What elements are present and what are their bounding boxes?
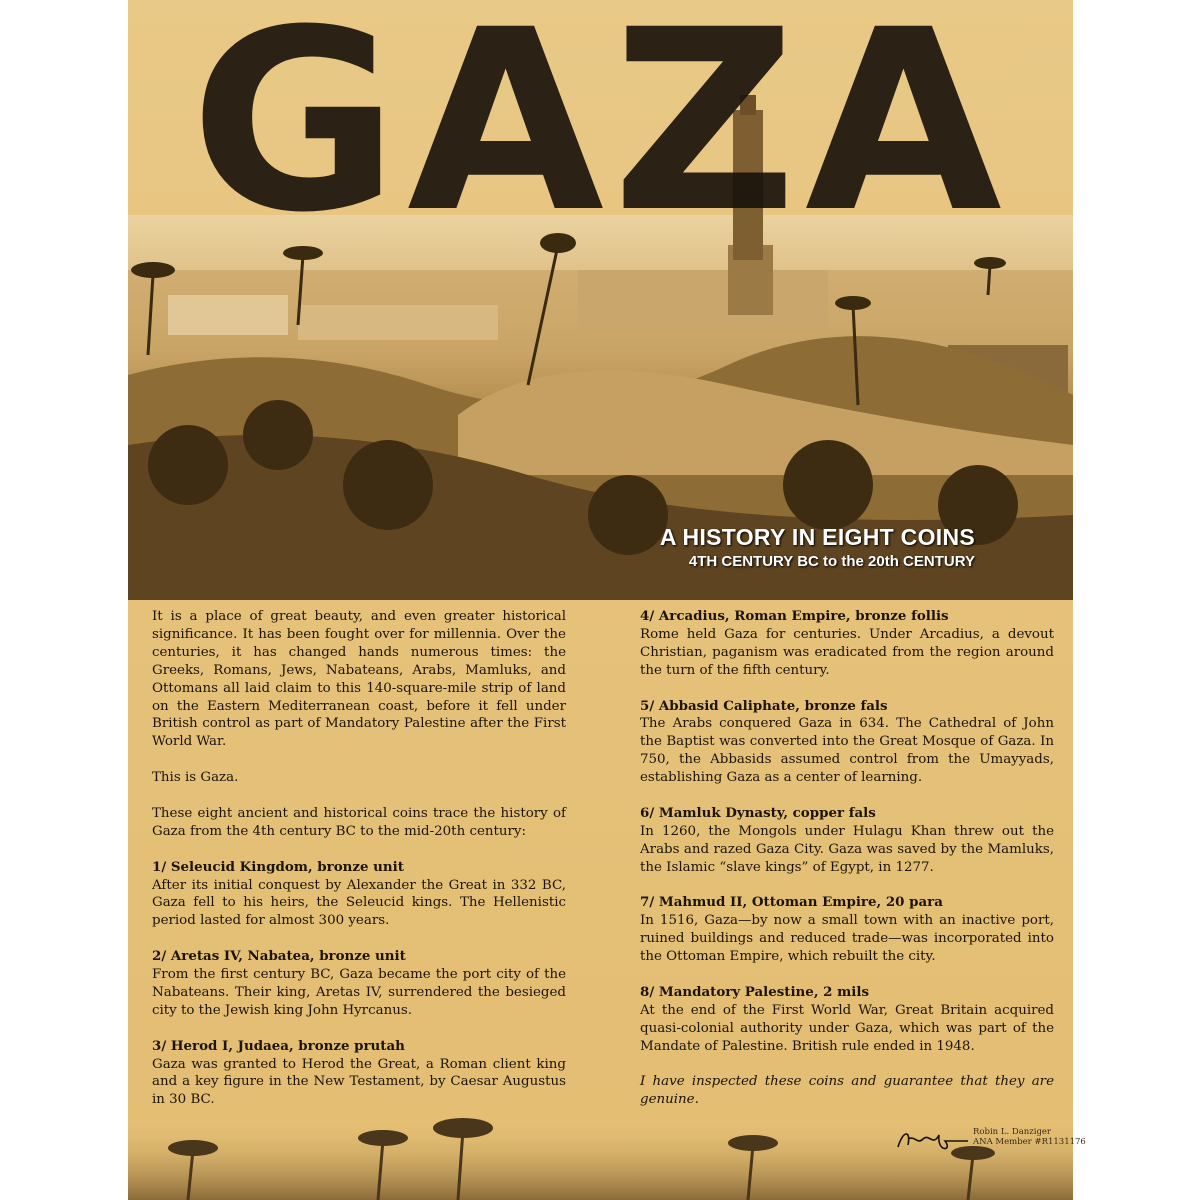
signer-name: Robin L. Danziger <box>973 1127 1051 1137</box>
coin-section <box>640 894 1054 966</box>
coin-text: In 1260, the Mongols under Hulagu Khan threw out the Arabs and razed Gaza City. Gaza was saved by the Mamluks, the Islamic “slave kings” of Egypt, in 1277. <box>640 823 1054 875</box>
intro-paragraph: These eight ancient and historical coins trace the history of Gaza from the 4th century BC to the mid-20th century: <box>152 805 566 839</box>
intro-paragraph: This is Gaza. <box>152 770 239 786</box>
left-column <box>152 608 566 1127</box>
coin-text: At the end of the First World War, Great Britain acquired quasi-colonial authority under Gaza, which was part of the Mandate of Palestine. British rule ended in 1948. <box>640 1002 1054 1054</box>
coin-heading: 3/ Herod I, Judaea, bronze prutah <box>152 1037 405 1054</box>
coin-heading: 5/ Abbasid Caliphate, bronze fals <box>640 697 888 714</box>
coin-section <box>640 805 1054 877</box>
coin-section <box>152 948 566 1020</box>
signer-member-number: ANA Member #R1131176 <box>973 1137 1086 1147</box>
intro-paragraph: It is a place of great beauty, and even greater historical significance. It has been fought over for millennia. Over the centuries, it has changed hands numerous times: the Greeks, Romans, Jews, Nabateans, Arabs, Mamluks, and Ottomans all laid claim to this 140-square-mile strip of land on the Eastern Mediterranean coast, before it fell under British control as part of Mandatory Palestine after the First World War. <box>152 609 566 750</box>
subtitle-range: 4TH CENTURY BC to the 20th CENTURY <box>688 553 975 570</box>
coin-heading: 1/ Seleucid Kingdom, bronze unit <box>152 858 404 875</box>
right-column <box>640 608 1054 1127</box>
coin-text: Rome held Gaza for centuries. Under Arcadius, a devout Christian, paganism was eradicated from the region around the turn of the fifth century. <box>640 626 1054 678</box>
guarantee-statement: I have inspected these coins and guarantee that they are genuine. <box>640 1074 1054 1108</box>
coin-text: The Arabs conquered Gaza in 634. The Cathedral of John the Baptist was converted into the Great Mosque of Gaza. In 750, the Abbasids assumed control from the Umayyads, establishing Gaza as a center of learning. <box>640 716 1054 786</box>
coin-text: After its initial conquest by Alexander the Great in 332 BC, Gaza fell to his heirs, the Seleucid kings. The Hellenistic period lasted for almost 300 years. <box>152 877 566 929</box>
coin-heading: 8/ Mandatory Palestine, 2 mils <box>640 983 870 1000</box>
coin-section <box>640 608 1054 680</box>
subtitle: A HISTORY IN EIGHT COINS <box>659 524 975 550</box>
gaza-coin-poster <box>128 0 1086 1200</box>
coin-text: In 1516, Gaza—by now a small town with an inactive port, ruined buildings and reduced trade—was incorporated into the Ottoman Empire, which rebuilt the city. <box>640 913 1054 965</box>
subtitle-block <box>660 524 975 570</box>
svg-text:GAZA: GAZA <box>190 0 1010 267</box>
coin-section <box>640 984 1054 1056</box>
coin-heading: 6/ Mamluk Dynasty, copper fals <box>640 804 876 821</box>
signer-block <box>973 1127 1086 1147</box>
coin-heading: 4/ Arcadius, Roman Empire, bronze follis <box>640 608 949 624</box>
gaza-title-logo <box>128 0 1073 267</box>
coin-section <box>152 859 566 931</box>
coin-heading: 7/ Mahmud II, Ottoman Empire, 20 para <box>640 894 943 911</box>
coin-section <box>640 698 1054 788</box>
coin-text: Gaza was granted to Herod the Great, a Roman client king and a key figure in the New Testament, by Caesar Augustus in 30 BC. <box>152 1056 566 1108</box>
coin-section <box>152 1038 566 1110</box>
coin-heading: 2/ Aretas IV, Nabatea, bronze unit <box>152 948 406 965</box>
coin-text: From the first century BC, Gaza became the port city of the Nabateans. Their king, Aretas IV, surrendered the besieged city to the Jewish king John Hyrcanus. <box>152 967 566 1018</box>
